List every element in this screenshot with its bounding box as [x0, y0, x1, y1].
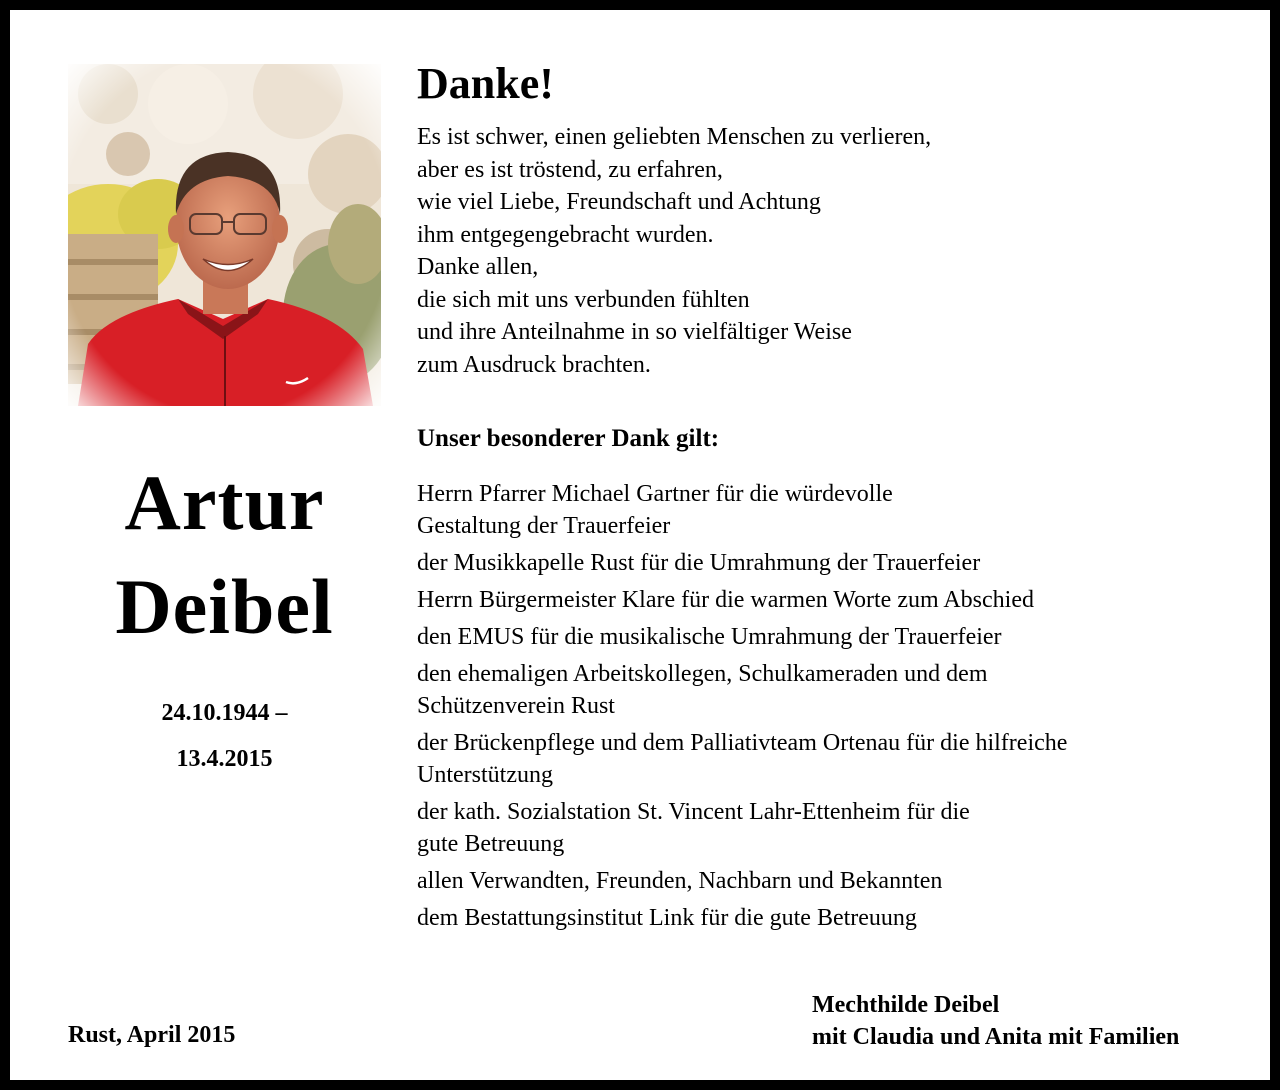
thanks-line: Herrn Pfarrer Michael Gartner für die würdevolle [417, 481, 893, 507]
thanks-entry [417, 902, 1067, 934]
poem-line: zum Ausdruck brachten. [417, 351, 651, 378]
thanks-entry [417, 796, 1067, 860]
thanks-line: Herrn Bürgermeister Klare für die warmen Worte zum Abschied [417, 587, 1034, 613]
thanks-line: Unterstützung [417, 762, 553, 788]
poem-line: Es ist schwer, einen geliebten Menschen zu verlieren, [417, 124, 932, 150]
signature [812, 989, 1179, 1053]
poem-line: aber es ist tröstend, zu erfahren, [417, 156, 723, 183]
thanks-entry [417, 621, 1067, 653]
thanks-line: den ehemaligen Arbeitskollegen, Schulkameraden und dem [417, 661, 988, 687]
thanks-heading: Unser besonderer Dank gilt: [417, 425, 720, 452]
thanks-line: allen Verwandten, Freunden, Nachbarn und Bekannten [417, 868, 943, 894]
birth-date: 24.10.1944 – [161, 700, 288, 726]
poem-line: wie viel Liebe, Freundschaft und Achtung [417, 189, 821, 215]
thanks-line: gute Betreuung [417, 831, 565, 857]
thanks-entry [417, 865, 1067, 897]
thanks-line: der kath. Sozialstation St. Vincent Lahr-Ettenheim für die [417, 799, 970, 825]
thanks-list [417, 478, 1067, 939]
thanks-line: dem Bestattungsinstitut Link für die gute Betreuung [417, 905, 917, 931]
deceased-last-name: Deibel [115, 563, 334, 650]
thanks-entry [417, 727, 1067, 791]
poem-line: und ihre Anteilnahme in so vielfältiger Weise [417, 319, 852, 345]
thanks-entry [417, 584, 1067, 616]
deceased-first-name: Artur [124, 459, 325, 546]
thanks-line: der Musikkapelle Rust für die Umrahmung der Trauerfeier [417, 550, 981, 576]
poem-line: ihm entgegengebracht wurden. [417, 221, 714, 248]
poem-line: Danke allen, [417, 254, 539, 280]
death-date: 13.4.2015 [176, 746, 273, 772]
thanks-line: Schützenverein Rust [417, 693, 615, 719]
place-and-date: Rust, April 2015 [68, 1022, 236, 1048]
thanks-line: der Brückenpflege und dem Palliativteam Ortenau für die hilfreiche [417, 730, 1068, 756]
thanks-line: Gestaltung der Trauerfeier [417, 513, 671, 539]
thanks-entry [417, 478, 1067, 542]
thanks-entry [417, 658, 1067, 722]
thanks-line: den EMUS für die musikalische Umrahmung der Trauerfeier [417, 624, 1002, 650]
poem [417, 121, 931, 381]
notice-title: Danke! [417, 59, 554, 108]
signature-line: Mechthilde Deibel [812, 992, 1000, 1018]
signature-line: mit Claudia und Anita mit Familien [812, 1024, 1180, 1050]
poem-line: die sich mit uns verbunden fühlten [417, 286, 750, 313]
thanks-entry [417, 547, 1067, 579]
portrait-photo [68, 64, 381, 406]
